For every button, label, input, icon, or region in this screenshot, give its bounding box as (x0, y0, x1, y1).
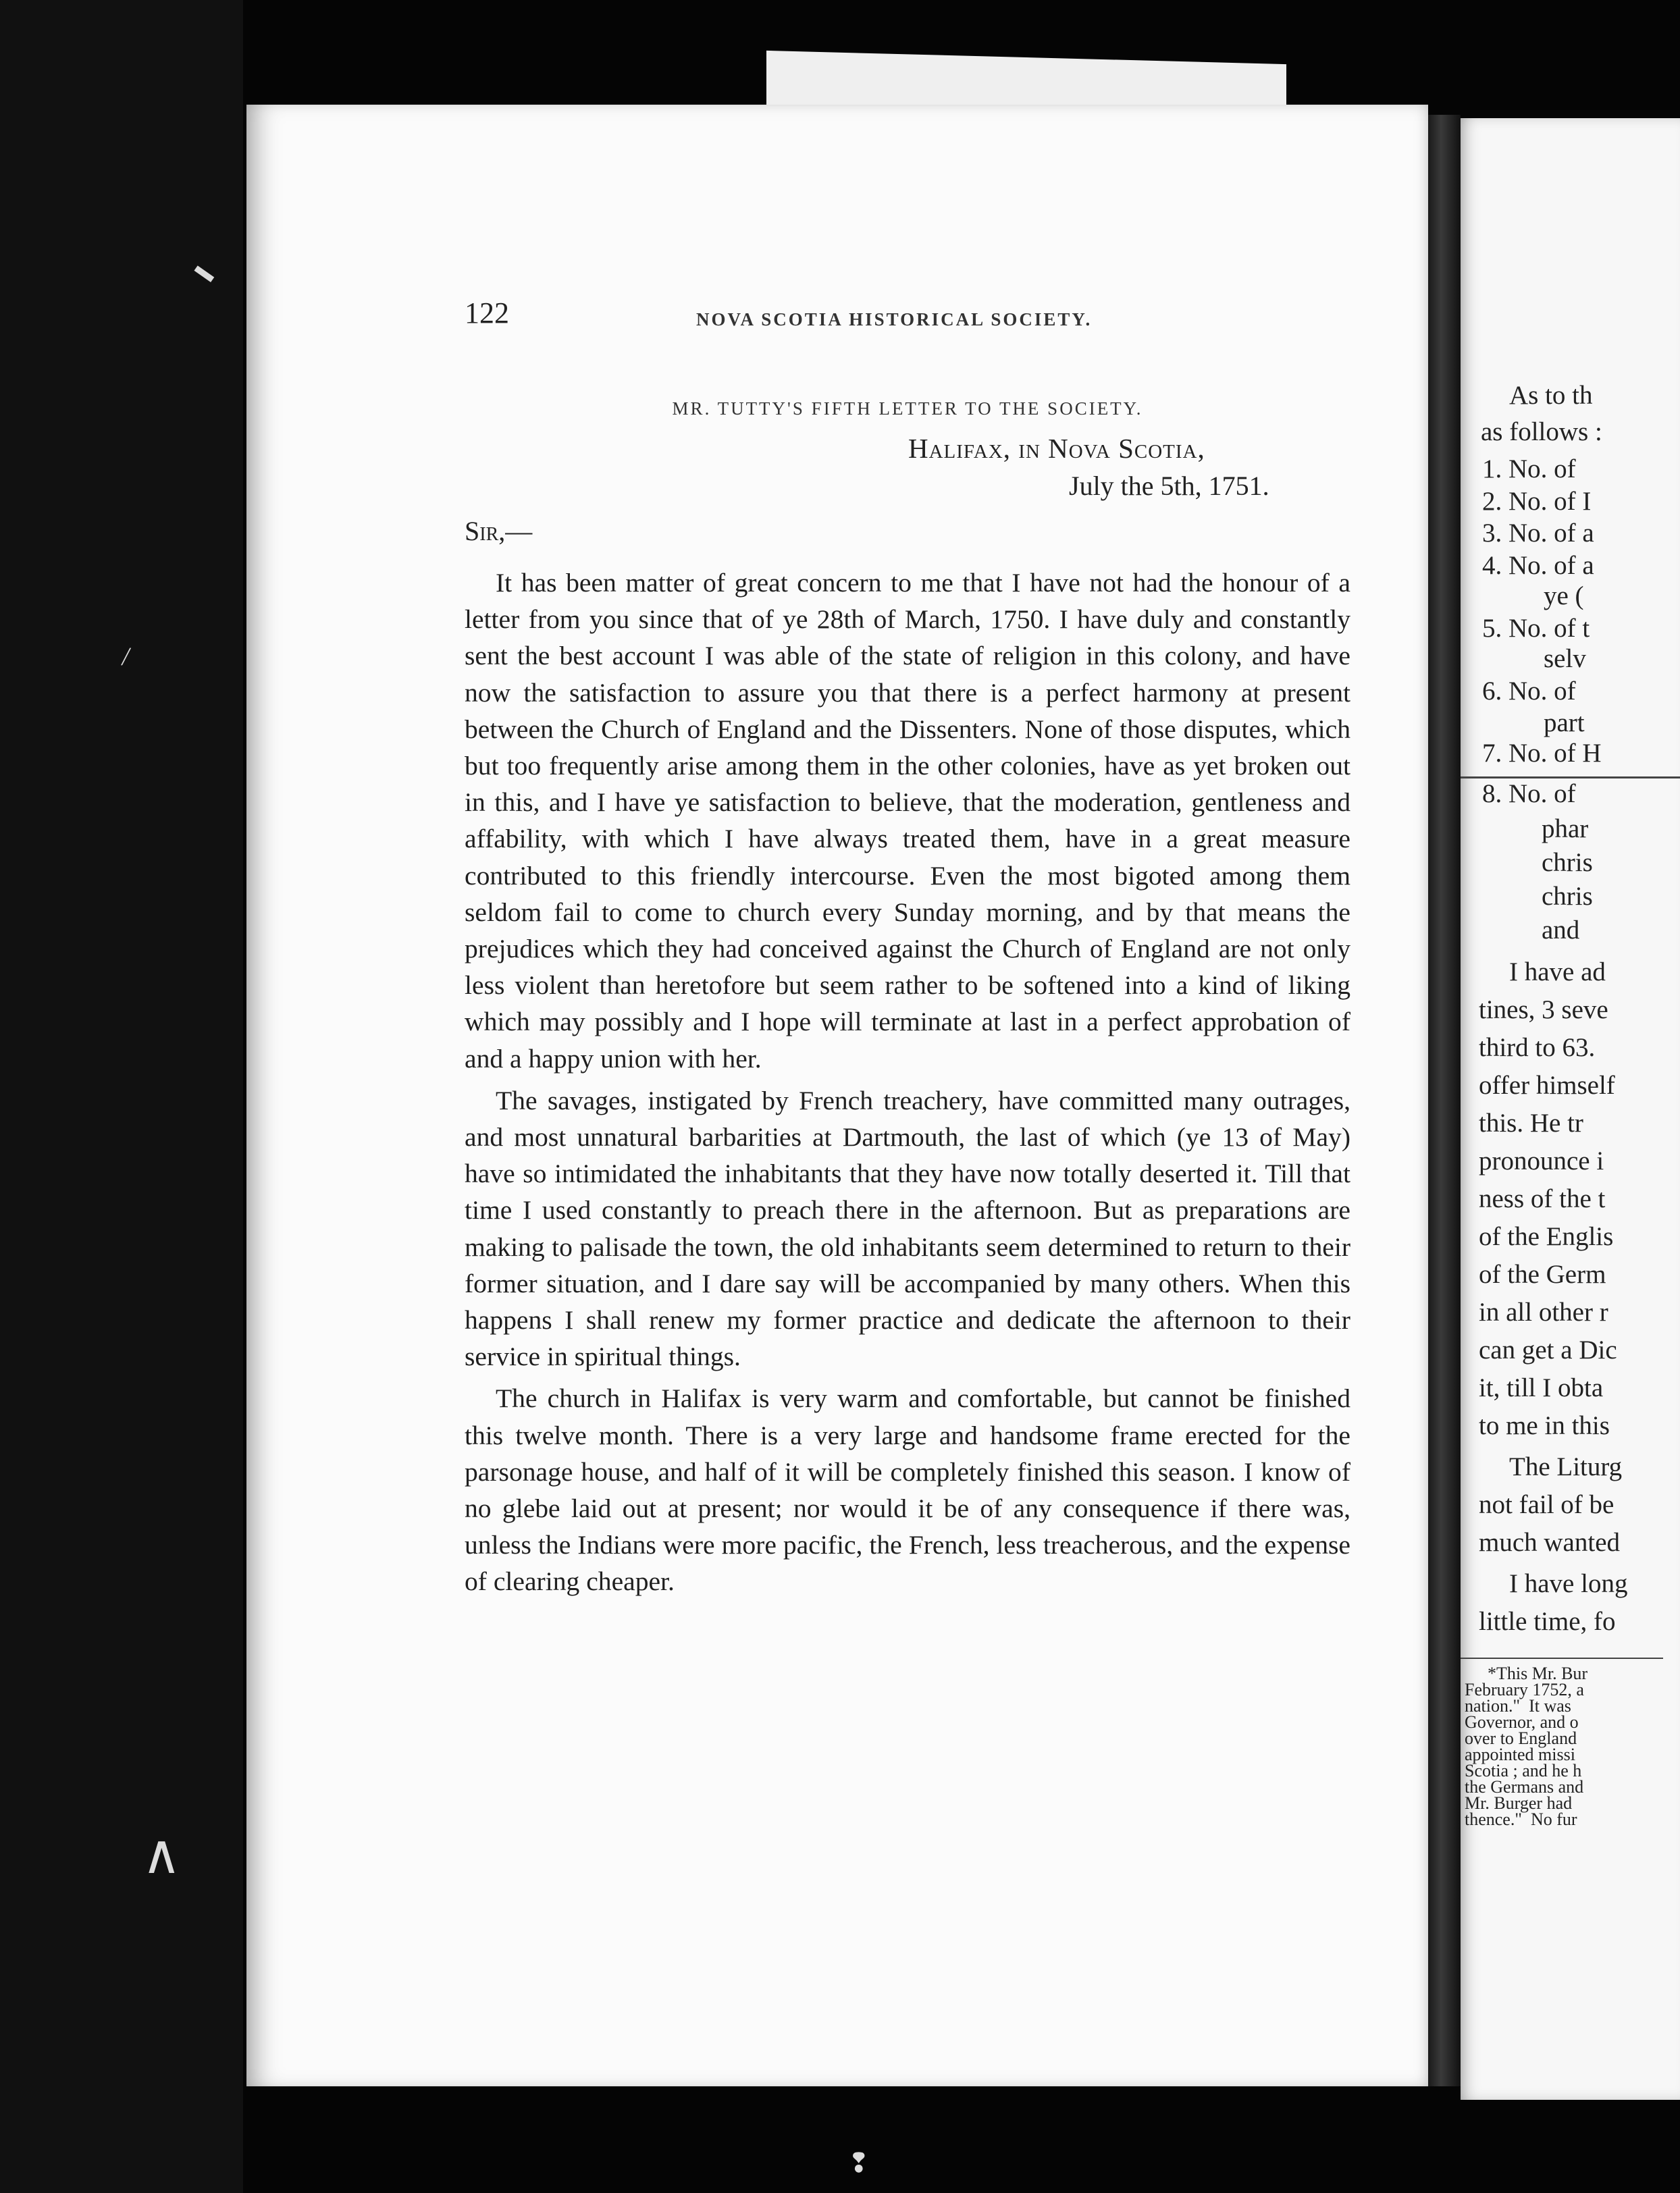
letter-salutation: Sir,— (465, 516, 533, 546)
film-speck: ❢ (847, 2148, 870, 2178)
footnote-line: Governor, and o (1465, 1712, 1579, 1732)
footnote-line: the Germans and (1465, 1777, 1584, 1797)
right-page-line: tines, 3 seve (1479, 995, 1608, 1024)
right-page-line: and (1542, 916, 1580, 945)
right-page-line: offer himself (1479, 1071, 1615, 1100)
right-page-line: I have long (1509, 1569, 1628, 1598)
footnote-line: *This Mr. Bur (1488, 1664, 1588, 1683)
footnote-line: Scotia ; and he h (1465, 1761, 1582, 1780)
right-page-line: chris (1542, 882, 1593, 911)
footnote-line: February 1752, a (1465, 1680, 1584, 1699)
letter-date: July the 5th, 1751. (1069, 471, 1269, 501)
right-page-line: ye ( (1544, 581, 1584, 610)
right-page-line: pronounce i (1479, 1146, 1604, 1175)
right-page-line: can get a Dic (1479, 1336, 1617, 1365)
book-gutter (1428, 115, 1461, 2086)
right-page-line: not fail of be (1479, 1490, 1615, 1519)
right-page-line: part (1544, 708, 1585, 737)
right-page-line: third to 63. (1479, 1033, 1596, 1062)
right-page-line: selv (1544, 644, 1586, 673)
footnote-line: appointed missi (1465, 1745, 1575, 1764)
right-page-line: little time, fo (1479, 1607, 1616, 1636)
film-speck: ╱ (122, 648, 131, 665)
film-speck: ▬ (191, 256, 221, 286)
letter-place: Halifax, in Nova Scotia, (908, 433, 1205, 464)
right-page-line: 6. No. of (1482, 677, 1576, 706)
footnote-line: over to England (1465, 1728, 1577, 1748)
right-page-line: to me in this (1479, 1411, 1610, 1440)
right-page-line: 4. No. of a (1482, 551, 1594, 580)
film-speck: ∧ (142, 1826, 182, 1885)
right-page-line: of the Englis (1479, 1222, 1614, 1251)
right-page-line: chris (1542, 848, 1593, 877)
right-page-line: it, till I obta (1479, 1373, 1604, 1402)
right-page-line: phar (1542, 814, 1589, 843)
film-margin-left (0, 0, 243, 2193)
page-number: 122 (465, 296, 509, 329)
right-page-line: The Liturg (1509, 1452, 1623, 1481)
footnote-line: Mr. Burger had (1465, 1793, 1573, 1813)
right-page-line: 7. No. of H (1482, 739, 1602, 768)
right-page-line: 5. No. of t (1482, 614, 1590, 643)
right-page (1461, 118, 1680, 2100)
letter-title: MR. TUTTY'S FIFTH LETTER TO THE SOCIETY. (672, 398, 1143, 419)
right-page-line: As to th (1509, 381, 1593, 410)
right-page-line: 1. No. of (1482, 454, 1576, 483)
paragraph: The church in Halifax is very warm and comfortable, but cannot be finished this twelve month. There is a very large and handsome frame erected for the parsonage house, and half of it will be completely finished this season. I know of no glebe laid out at present; nor would it be of any consequence if there was, unless the Indians were more pacific, the French, less treacherous, and the expense of clearing cheaper. (465, 1383, 1350, 1597)
right-page-line: ness of the t (1479, 1184, 1606, 1213)
footnote-line: nation." It was (1465, 1696, 1571, 1716)
letter-body (465, 564, 1350, 1606)
right-page-line: 3. No. of a (1482, 519, 1594, 548)
right-page-line: 8. No. of (1482, 779, 1576, 808)
right-page-line: as follows : (1481, 417, 1602, 446)
paragraph: The savages, instigated by French treachery, have committed many outrages, and most unnatural barbarities at Dartmouth, the last of which (ye 13 of May) have so intimidated the inhabitants that they have now totally deserted it. Till that time I used constantly to preach there in the afternoon. But as preparations are making to palisade the town, the old inhabitants seem determined to return to their former situation, and I dare say will be accompanied by many others. When this happens I shall renew my former practice and dedicate the afternoon to their service in spiritual things. (465, 1085, 1350, 1372)
footnote-rule (1461, 1658, 1663, 1659)
right-page-line: in all other r (1479, 1298, 1608, 1327)
right-page-line: much wanted (1479, 1528, 1621, 1557)
right-page-line: 2. No. of I (1482, 487, 1592, 516)
footnote-line: thence." No fur (1465, 1809, 1577, 1829)
right-page-line: I have ad (1509, 957, 1606, 986)
paragraph: It has been matter of great concern to me that I have not had the honour of a letter from you since that of ye 28th of March, 1750. I have duly and constantly sent the best account I was able of the state of religion in this colony, and have now the satisfaction to assure you that there is a perfect harmony at present between the Church of England and the Dissenters. None of those disputes, which but too frequently arise among them in the other colonies, have as yet broken out in this, and I have ye satisfaction to believe, that the moderation, gentleness and affability, with which I have always treated them, have in a great measure contributed to this friendly intercourse. Even the most bigoted among them seldom fail to come to church every Sunday morning, and by that means the prejudices which they had conceived against the Church of England are not only less violent than heretofore but seem rather to be softened into a kind of liking which may possibly and I hope will terminate at last in a perfect approbation of and a happy union with her. (465, 568, 1350, 1074)
right-page-line: of the Germ (1479, 1260, 1606, 1289)
right-page-line: this. He tr (1479, 1109, 1583, 1138)
running-head: NOVA SCOTIA HISTORICAL SOCIETY. (696, 309, 1093, 329)
page-header (465, 296, 1350, 336)
